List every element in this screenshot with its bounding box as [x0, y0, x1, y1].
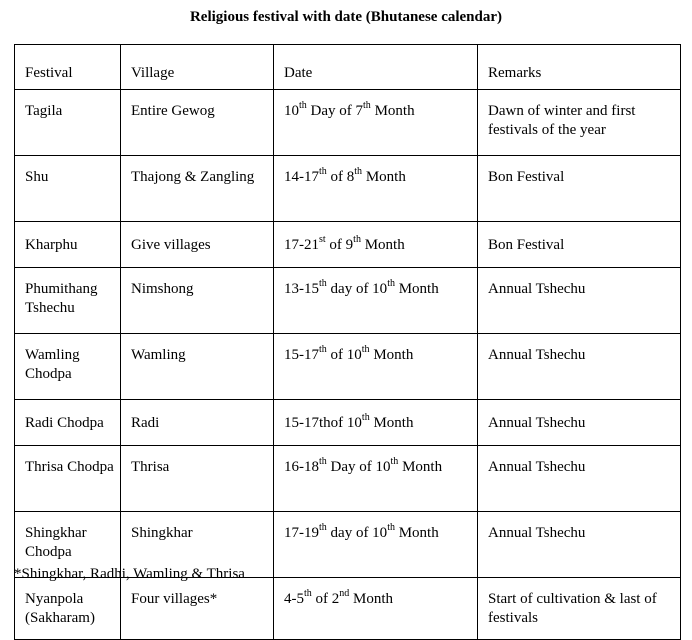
festival-cell: Radi Chodpa [15, 400, 121, 446]
date-cell: 4-5th of 2nd Month [274, 578, 478, 640]
remarks-cell: Annual Tshechu [478, 512, 681, 578]
table-row [15, 90, 681, 156]
table-row [15, 268, 681, 334]
remarks-cell: Dawn of winter and first festivals of the year [478, 90, 681, 156]
festival-cell: Shu [15, 156, 121, 222]
header-festival: Festival [15, 45, 121, 90]
festival-cell: Kharphu [15, 222, 121, 268]
remarks-cell: Bon Festival [478, 156, 681, 222]
footnote: *Shingkhar, Radhi, Wamling & Thrisa [14, 566, 245, 582]
village-cell: Give villages [121, 222, 274, 268]
remarks-cell: Start of cultivation & last of festivals [478, 578, 681, 640]
table-row [15, 222, 681, 268]
table-row [15, 446, 681, 512]
header-row [15, 45, 681, 90]
festival-cell: Phumithang Tshechu [15, 268, 121, 334]
date-cell: 17-21st of 9th Month [274, 222, 478, 268]
date-cell: 15-17thof 10th Month [274, 400, 478, 446]
header-remarks: Remarks [478, 45, 681, 90]
remarks-cell: Annual Tshechu [478, 400, 681, 446]
village-cell: Nimshong [121, 268, 274, 334]
village-cell: Thrisa [121, 446, 274, 512]
header-village: Village [121, 45, 274, 90]
festival-cell: Thrisa Chodpa [15, 446, 121, 512]
table-title: Religious festival with date (Bhutanese calendar) [189, 9, 503, 25]
village-cell: Entire Gewog [121, 90, 274, 156]
date-cell: 10th Day of 7th Month [274, 90, 478, 156]
village-cell: Thajong & Zangling [121, 156, 274, 222]
remarks-cell: Annual Tshechu [478, 446, 681, 512]
date-cell: 17-19th day of 10th Month [274, 512, 478, 578]
remarks-cell: Annual Tshechu [478, 268, 681, 334]
village-cell: Shingkhar [121, 512, 274, 578]
remarks-cell: Annual Tshechu [478, 334, 681, 400]
table-row [15, 578, 681, 640]
table-row [15, 400, 681, 446]
date-cell: 15-17th of 10th Month [274, 334, 478, 400]
date-cell: 16-18th Day of 10th Month [274, 446, 478, 512]
remarks-cell: Bon Festival [478, 222, 681, 268]
table-row [15, 156, 681, 222]
date-cell: 13-15th day of 10th Month [274, 268, 478, 334]
date-cell: 14-17th of 8th Month [274, 156, 478, 222]
header-date: Date [274, 45, 478, 90]
festival-cell: Nyanpola (Sakharam) [15, 578, 121, 640]
village-cell: Four villages* [121, 578, 274, 640]
festival-cell: Shingkhar Chodpa [15, 512, 121, 578]
table-row [15, 334, 681, 400]
village-cell: Radi [121, 400, 274, 446]
village-cell: Wamling [121, 334, 274, 400]
festival-cell: Tagila [15, 90, 121, 156]
festival-cell: Wamling Chodpa [15, 334, 121, 400]
festival-table [14, 44, 681, 640]
